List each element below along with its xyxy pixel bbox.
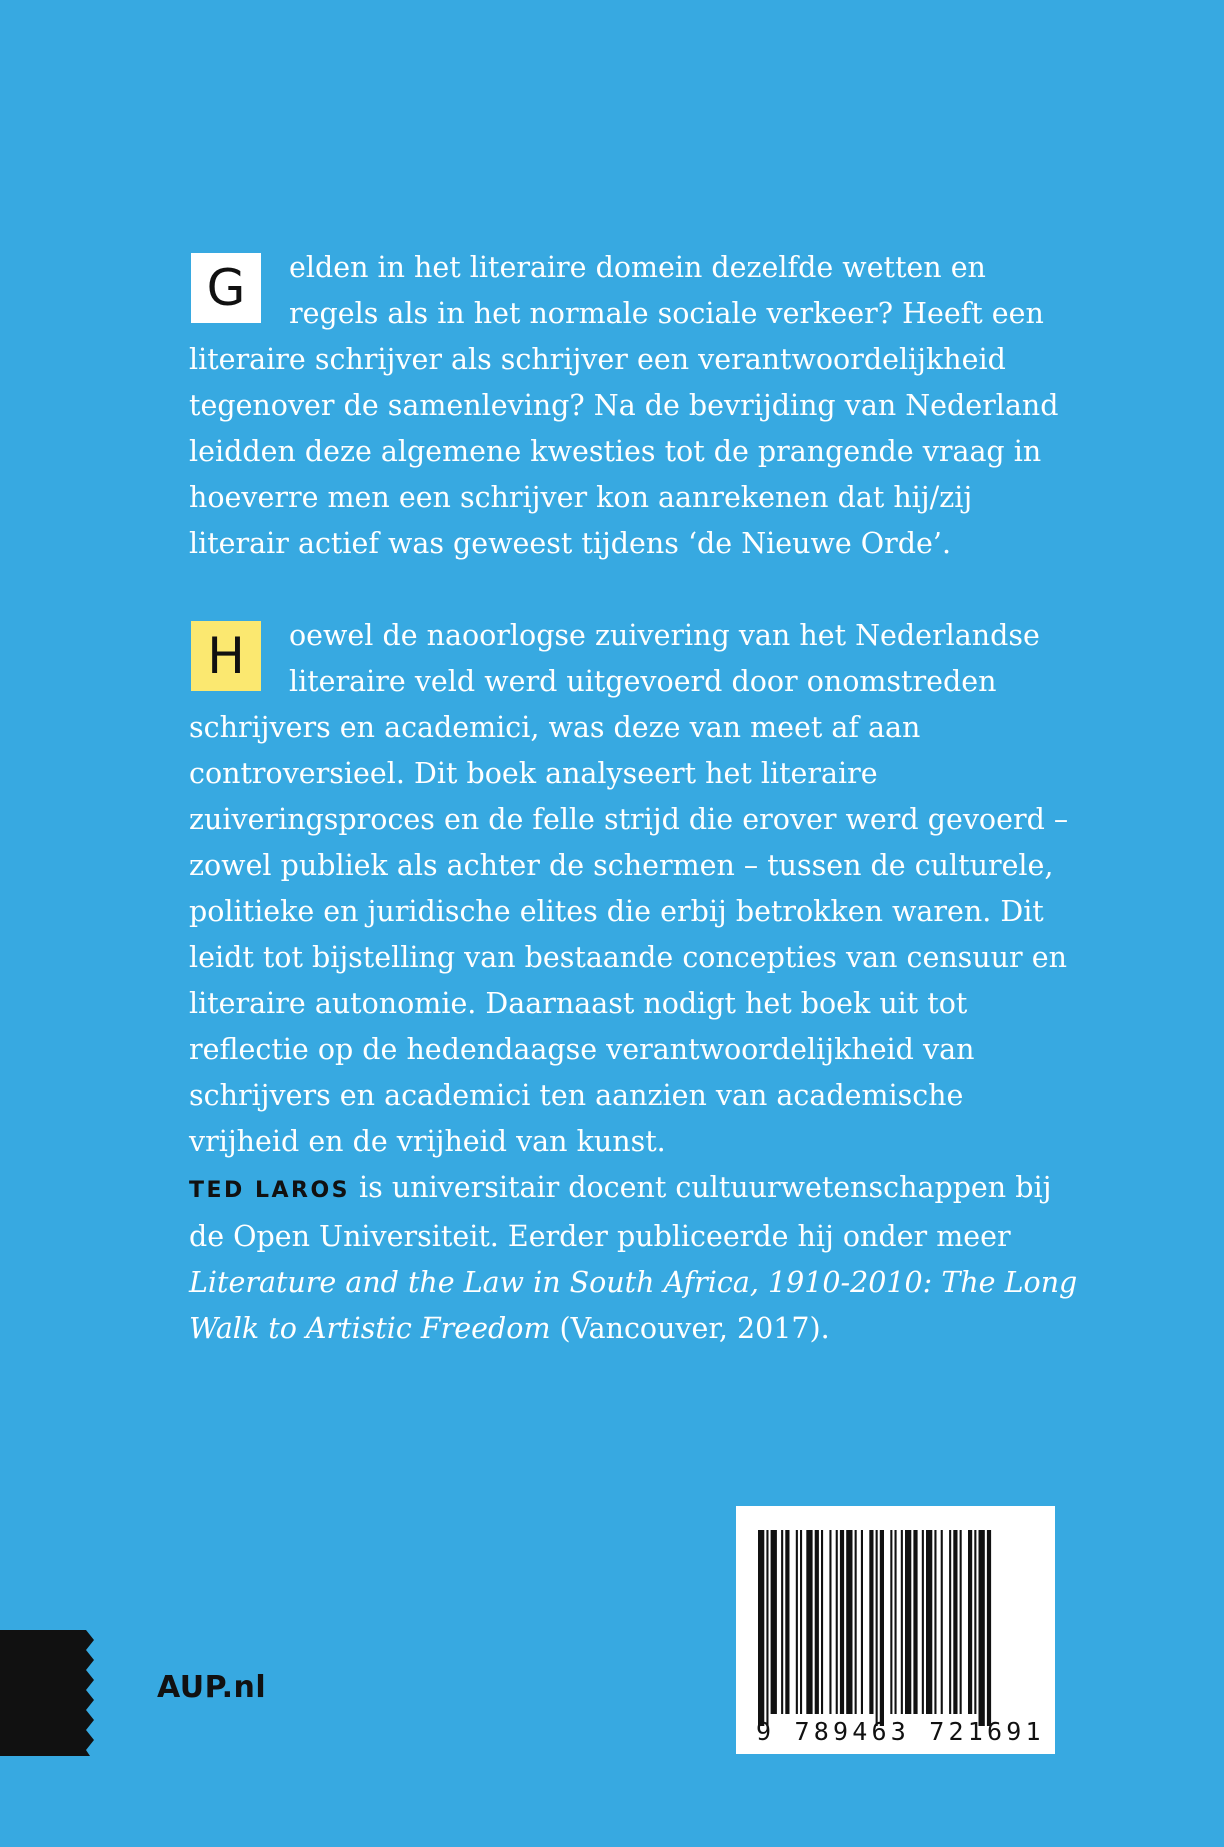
barcode-bar [960, 1530, 962, 1714]
barcode-bar [781, 1530, 783, 1714]
barcode-bar [876, 1530, 878, 1726]
barcode-bar [840, 1530, 844, 1714]
author-name: TED LAROS [189, 1178, 350, 1203]
barcode-bar [821, 1530, 823, 1714]
barcode-bar [987, 1530, 991, 1726]
barcode-bar [869, 1530, 873, 1714]
barcode-bar [949, 1530, 951, 1714]
paragraph-2 [189, 613, 1079, 1165]
barcode-bar [758, 1530, 764, 1726]
barcode-bar [968, 1530, 972, 1714]
drop-cap-h: H [191, 621, 261, 691]
intro-paragraph [189, 245, 1079, 567]
barcode-bar [880, 1530, 884, 1726]
author-bio-text [189, 1165, 1079, 1352]
barcode-bar [766, 1530, 768, 1726]
barcode-bar [800, 1530, 802, 1714]
barcode-bar [796, 1530, 798, 1714]
barcode-bar [861, 1530, 863, 1714]
author-bio [189, 1165, 1079, 1352]
bio-text-before: is universitair docent cultuurwetenschappen bij de Open Universiteit. Eerder publiceerde hij onder meer [189, 1171, 1052, 1253]
barcode-bar [895, 1530, 897, 1714]
publisher-name: AUP.nl [157, 1670, 267, 1705]
barcode-bar [922, 1530, 924, 1714]
barcode-bar [979, 1530, 985, 1726]
publisher-logo-icon [0, 1630, 94, 1756]
barcode-bar [901, 1530, 903, 1714]
barcode-bar [913, 1530, 917, 1714]
barcode-bar [934, 1530, 936, 1714]
barcode-bar [905, 1530, 911, 1714]
barcode-bar [815, 1530, 819, 1714]
barcode-bar [829, 1530, 831, 1714]
barcode-bar [836, 1530, 838, 1714]
barcode-bar [771, 1530, 777, 1714]
barcode-bar [941, 1530, 943, 1714]
paragraph-1 [189, 245, 1079, 567]
barcode [736, 1506, 1055, 1754]
book-title: Literature and the Law in South Africa, 1910-2010: The Long Walk to Artistic Freedom [189, 1266, 1078, 1345]
paragraph-1-text: elden in het literaire domein dezelfde wetten en regels als in het normale sociale verkeer? Heeft een literaire schrijver als schrijver een verantwoordelijkheid tegenover de samenleving? Na de bevrijding van Nederland leidden deze algemene kwesties tot de prangende vraag in hoeverre men een schrijver kon aanrekenen dat hij/zij literair actief was geweest tijdens ‘de Nieuwe Orde’. [189, 251, 1059, 560]
barcode-bar [953, 1530, 957, 1714]
summary-paragraph [189, 613, 1079, 1165]
drop-cap-g: G [191, 253, 261, 323]
barcode-bar [806, 1530, 812, 1714]
barcode-digits: 9 789463 721691 [756, 1717, 1045, 1746]
barcode-bar [855, 1530, 857, 1714]
bio-text-after: (Vancouver, 2017). [550, 1312, 830, 1345]
barcode-bar [974, 1530, 976, 1714]
barcode-bar [846, 1530, 852, 1714]
barcode-bar [890, 1530, 892, 1714]
barcode-bar [785, 1530, 789, 1714]
barcode-bar [926, 1530, 932, 1714]
paragraph-2-text: oewel de naoorlogse zuivering van het Nederlandse literaire veld werd uitgevoerd door onomstreden schrijvers en academici, was deze van meet af aan controversieel. Dit boek analyseert het literaire zuiveringsproces en de felle strijd die erover werd gevoerd – zowel publiek als achter de schermen – tussen de culturele, politieke en juridische elites die erbij betrokken waren. Dit leidt tot bijstelling van bestaande concepties van censuur en literaire autonomie. Daarnaast nodigt het boek uit tot reflectie op de hedendaagse verantwoordelijkheid van schrijvers en academici ten aanzien van academische vrijheid en de vrijheid van kunst. [189, 619, 1069, 1158]
